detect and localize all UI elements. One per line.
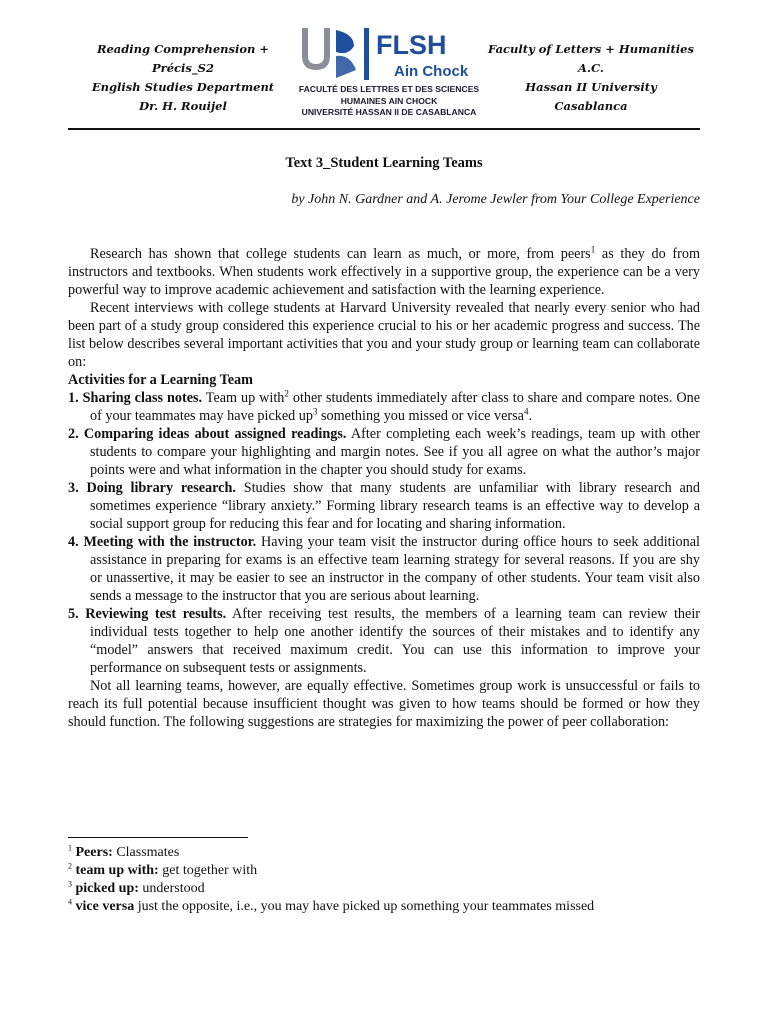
logo-mark-text: FLSH (376, 30, 447, 60)
paragraph: Not all learning teams, however, are equally effective. Sometimes group work is unsuccessful or fails to reach its full potential because insufficient thought was given to how teams should be formed or how they should function. The following suggestions are strategies for maximizing the power of peer collaboration: (68, 678, 700, 730)
header-left (80, 40, 286, 116)
byline: by John N. Gardner and A. Jerome Jewler from Your College Experience (291, 192, 700, 207)
footnote-divider (68, 837, 248, 838)
faculty-name: Faculty of Letters + Humanities A.C. (488, 42, 694, 75)
footnote: $^1$ Peers: Classmates (68, 843, 180, 860)
section-heading: Activities for a Learning Team (68, 372, 253, 388)
footnote-ref: 4 (523, 406, 529, 417)
header-right (486, 40, 696, 116)
article-body (68, 245, 700, 731)
city-name: Casablanca (554, 99, 628, 113)
flsh-logo-mark (298, 26, 488, 84)
footnote: $^2$ team up with: get together with (68, 861, 258, 878)
header-divider (68, 128, 700, 130)
list-item: 4. Meeting with the instructor. Having your team visit the instructor during office hours to seek additional assistance in preparing for exams is an effective team learning strategy for several reasons. If you are shy or unassertive, it may be easier to see an instructor in the company of other students. Your team visit also sends a message to the instructor that you are serious about learning. (68, 534, 700, 604)
footnote-ref: 2 (284, 388, 289, 399)
instructor-name: Dr. H. Rouijel (139, 99, 227, 113)
logo-sub-text: Ain Chock (394, 63, 469, 80)
university-name: Hassan II University (525, 80, 657, 94)
paragraph: Research has shown that college students can learn as much, or more, from peers$^1$ as they do from instructors and textbooks. When students work effectively in a supportive group, the experience can be a very powerful way to improve academic achievement and satisfaction with the learning experience. (68, 244, 700, 298)
list-item: 3. Doing library research. Studies show that many students are unfamiliar with library research and sometimes experience “library anxiety.” Forming library research teams is an effective way to develop a social support group for reducing this fear and for locating and sharing information. (68, 480, 700, 532)
footnote-ref: 1 (590, 244, 596, 255)
list-item: 1. Sharing class notes. Team up with$^2$ other students immediately after class to share and compare notes. One of your teammates may have picked $up^3$ something you missed or vice versa$^4$. (68, 388, 700, 424)
paragraph: Recent interviews with college students at Harvard University revealed that nearly every senior who had been part of a study group considered this experience crucial to his or her academic progress and success. The list below describes several important activities that you and your study group or learning team can collaborate on: (68, 300, 700, 370)
page-title: Text 3_Student Learning Teams (285, 155, 483, 171)
footnote: $^4$ vice versa just the opposite, i.e., you may have picked up something your teammates missed (68, 897, 595, 914)
course-title: Reading Comprehension + Précis_S2 (96, 42, 270, 75)
list-item: 5. Reviewing test results. After receiving test results, the members of a learning team can review their individual tests together to help one another identify the sources of their mistakes and to identify any “model” answers that received maximum credit. You can use this information to improve your performance on subsequent tests or assignments. (68, 606, 700, 676)
footnote: $^3$ picked up: understood (68, 879, 205, 896)
list-item: 2. Comparing ideas about assigned readings. After completing each week’s readings, team up with other students to compare your highlighting and margin notes. See if you all agree on what the author’s major points were and what information in the chapter you should study for exams. (68, 426, 701, 478)
footnote-ref: 3 (312, 406, 318, 417)
logo-caption (298, 84, 480, 119)
logo-caption-line: FACULTÉ DES LETTRES ET DES SCIENCES (298, 84, 480, 94)
logo-caption-line: HUMAINES AIN CHOCK (340, 95, 438, 106)
department-name: English Studies Department (91, 80, 275, 94)
university-logo (298, 26, 488, 122)
footnotes (68, 844, 708, 916)
logo-caption-line: UNIVERSITÉ HASSAN II DE CASABLANCA (301, 107, 477, 117)
